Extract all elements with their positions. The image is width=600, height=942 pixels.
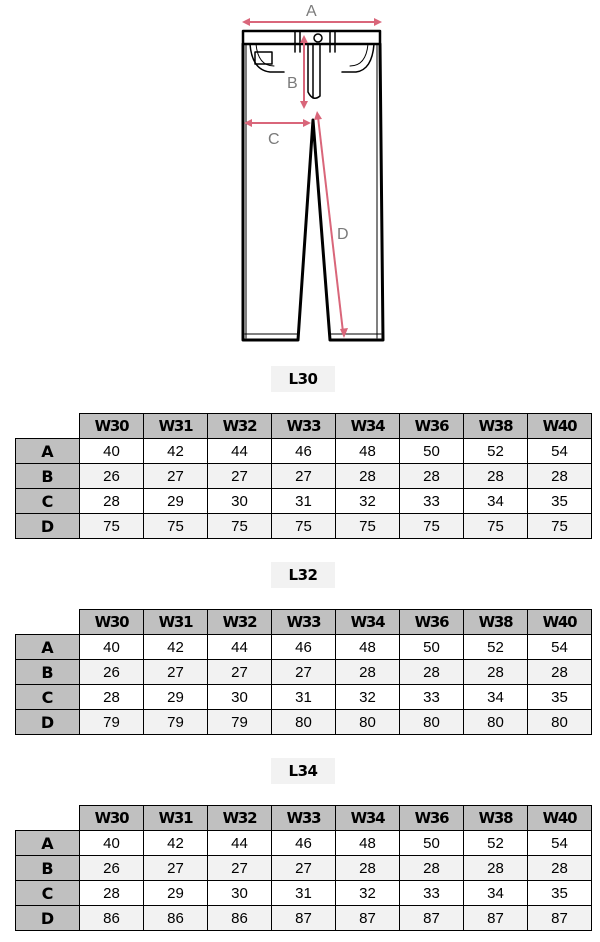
value-cell: 30 <box>208 685 272 710</box>
value-cell: 87 <box>400 906 464 931</box>
column-header: W33 <box>272 414 336 439</box>
table-row <box>16 856 592 881</box>
section-title: L34 <box>271 758 335 784</box>
value-cell: 28 <box>400 660 464 685</box>
value-cell: 30 <box>208 489 272 514</box>
value-cell: 34 <box>464 685 528 710</box>
column-header: W34 <box>336 806 400 831</box>
table-row <box>16 514 592 539</box>
label-c: C <box>268 131 280 148</box>
pants-illustration <box>0 0 600 350</box>
column-header: W33 <box>272 806 336 831</box>
value-cell: 80 <box>272 710 336 735</box>
value-cell: 28 <box>464 856 528 881</box>
value-cell: 28 <box>80 489 144 514</box>
column-header: W34 <box>336 414 400 439</box>
value-cell: 44 <box>208 635 272 660</box>
value-cell: 35 <box>528 881 592 906</box>
value-cell: 29 <box>144 881 208 906</box>
value-cell: 28 <box>528 464 592 489</box>
column-header: W30 <box>80 610 144 635</box>
value-cell: 28 <box>336 660 400 685</box>
value-cell: 48 <box>336 439 400 464</box>
waistband-outline <box>243 31 380 44</box>
value-cell: 40 <box>80 831 144 856</box>
value-cell: 33 <box>400 489 464 514</box>
value-cell: 26 <box>80 660 144 685</box>
value-cell: 31 <box>272 489 336 514</box>
value-cell: 35 <box>528 489 592 514</box>
value-cell: 86 <box>208 906 272 931</box>
table-row <box>16 685 592 710</box>
value-cell: 33 <box>400 881 464 906</box>
value-cell: 27 <box>272 856 336 881</box>
row-header: A <box>16 831 80 856</box>
row-header: B <box>16 856 80 881</box>
column-header: W32 <box>208 806 272 831</box>
column-header: W38 <box>464 610 528 635</box>
row-header: A <box>16 439 80 464</box>
value-cell: 28 <box>336 464 400 489</box>
value-cell: 27 <box>144 856 208 881</box>
value-cell: 30 <box>208 881 272 906</box>
value-cell: 75 <box>400 514 464 539</box>
value-cell: 27 <box>272 660 336 685</box>
section-title: L30 <box>271 366 335 392</box>
value-cell: 26 <box>80 856 144 881</box>
value-cell: 75 <box>80 514 144 539</box>
table-row <box>16 635 592 660</box>
value-cell: 48 <box>336 635 400 660</box>
value-cell: 52 <box>464 635 528 660</box>
value-cell: 28 <box>400 464 464 489</box>
column-header: W40 <box>528 806 592 831</box>
value-cell: 87 <box>528 906 592 931</box>
value-cell: 87 <box>272 906 336 931</box>
column-header: W36 <box>400 414 464 439</box>
row-header: D <box>16 906 80 931</box>
value-cell: 28 <box>80 685 144 710</box>
row-header: C <box>16 881 80 906</box>
value-cell: 31 <box>272 881 336 906</box>
value-cell: 28 <box>464 464 528 489</box>
corner-cell <box>16 806 80 831</box>
row-header: B <box>16 464 80 489</box>
row-header: D <box>16 514 80 539</box>
corner-cell <box>16 414 80 439</box>
value-cell: 32 <box>336 881 400 906</box>
value-cell: 75 <box>464 514 528 539</box>
value-cell: 29 <box>144 489 208 514</box>
column-header: W31 <box>144 414 208 439</box>
value-cell: 35 <box>528 685 592 710</box>
label-d: D <box>337 226 349 243</box>
table-row <box>16 881 592 906</box>
value-cell: 28 <box>336 856 400 881</box>
value-cell: 27 <box>144 660 208 685</box>
value-cell: 87 <box>336 906 400 931</box>
header-row <box>16 806 592 831</box>
value-cell: 75 <box>144 514 208 539</box>
row-header: A <box>16 635 80 660</box>
value-cell: 28 <box>80 881 144 906</box>
table-row <box>16 464 592 489</box>
value-cell: 52 <box>464 831 528 856</box>
value-cell: 87 <box>464 906 528 931</box>
value-cell: 34 <box>464 489 528 514</box>
table-row <box>16 489 592 514</box>
column-header: W32 <box>208 610 272 635</box>
value-cell: 42 <box>144 831 208 856</box>
value-cell: 27 <box>272 464 336 489</box>
value-cell: 75 <box>528 514 592 539</box>
value-cell: 27 <box>208 464 272 489</box>
value-cell: 54 <box>528 635 592 660</box>
row-header: D <box>16 710 80 735</box>
header-row <box>16 610 592 635</box>
value-cell: 52 <box>464 439 528 464</box>
value-cell: 50 <box>400 831 464 856</box>
value-cell: 42 <box>144 635 208 660</box>
value-cell: 75 <box>336 514 400 539</box>
table-row <box>16 710 592 735</box>
value-cell: 50 <box>400 635 464 660</box>
table-row <box>16 831 592 856</box>
button-shape <box>314 34 322 42</box>
label-b: B <box>287 75 298 92</box>
value-cell: 79 <box>144 710 208 735</box>
column-header: W38 <box>464 806 528 831</box>
size-table <box>15 413 592 539</box>
value-cell: 75 <box>272 514 336 539</box>
section-title: L32 <box>271 562 335 588</box>
value-cell: 28 <box>400 856 464 881</box>
value-cell: 46 <box>272 831 336 856</box>
table-row <box>16 906 592 931</box>
value-cell: 86 <box>144 906 208 931</box>
column-header: W32 <box>208 414 272 439</box>
size-table <box>15 805 592 931</box>
column-header: W33 <box>272 610 336 635</box>
value-cell: 80 <box>528 710 592 735</box>
value-cell: 34 <box>464 881 528 906</box>
value-cell: 80 <box>400 710 464 735</box>
value-cell: 42 <box>144 439 208 464</box>
value-cell: 32 <box>336 685 400 710</box>
row-header: C <box>16 489 80 514</box>
value-cell: 26 <box>80 464 144 489</box>
value-cell: 32 <box>336 489 400 514</box>
value-cell: 46 <box>272 439 336 464</box>
table-row <box>16 660 592 685</box>
header-row <box>16 414 592 439</box>
value-cell: 48 <box>336 831 400 856</box>
column-header: W40 <box>528 610 592 635</box>
size-table <box>15 609 592 735</box>
value-cell: 79 <box>208 710 272 735</box>
label-a: A <box>306 3 317 20</box>
value-cell: 27 <box>144 464 208 489</box>
value-cell: 40 <box>80 439 144 464</box>
column-header: W31 <box>144 806 208 831</box>
value-cell: 46 <box>272 635 336 660</box>
column-header: W30 <box>80 806 144 831</box>
row-header: C <box>16 685 80 710</box>
value-cell: 27 <box>208 856 272 881</box>
value-cell: 50 <box>400 439 464 464</box>
value-cell: 44 <box>208 439 272 464</box>
value-cell: 86 <box>80 906 144 931</box>
row-header: B <box>16 660 80 685</box>
column-header: W36 <box>400 806 464 831</box>
column-header: W31 <box>144 610 208 635</box>
table-row <box>16 439 592 464</box>
corner-cell <box>16 610 80 635</box>
value-cell: 80 <box>464 710 528 735</box>
value-cell: 28 <box>528 660 592 685</box>
value-cell: 33 <box>400 685 464 710</box>
value-cell: 27 <box>208 660 272 685</box>
value-cell: 29 <box>144 685 208 710</box>
value-cell: 40 <box>80 635 144 660</box>
value-cell: 54 <box>528 439 592 464</box>
pants-measurement-diagram <box>0 0 600 350</box>
column-header: W40 <box>528 414 592 439</box>
value-cell: 54 <box>528 831 592 856</box>
column-header: W38 <box>464 414 528 439</box>
value-cell: 75 <box>208 514 272 539</box>
value-cell: 28 <box>528 856 592 881</box>
value-cell: 44 <box>208 831 272 856</box>
column-header: W36 <box>400 610 464 635</box>
column-header: W30 <box>80 414 144 439</box>
column-header: W34 <box>336 610 400 635</box>
value-cell: 31 <box>272 685 336 710</box>
value-cell: 28 <box>464 660 528 685</box>
value-cell: 80 <box>336 710 400 735</box>
value-cell: 79 <box>80 710 144 735</box>
